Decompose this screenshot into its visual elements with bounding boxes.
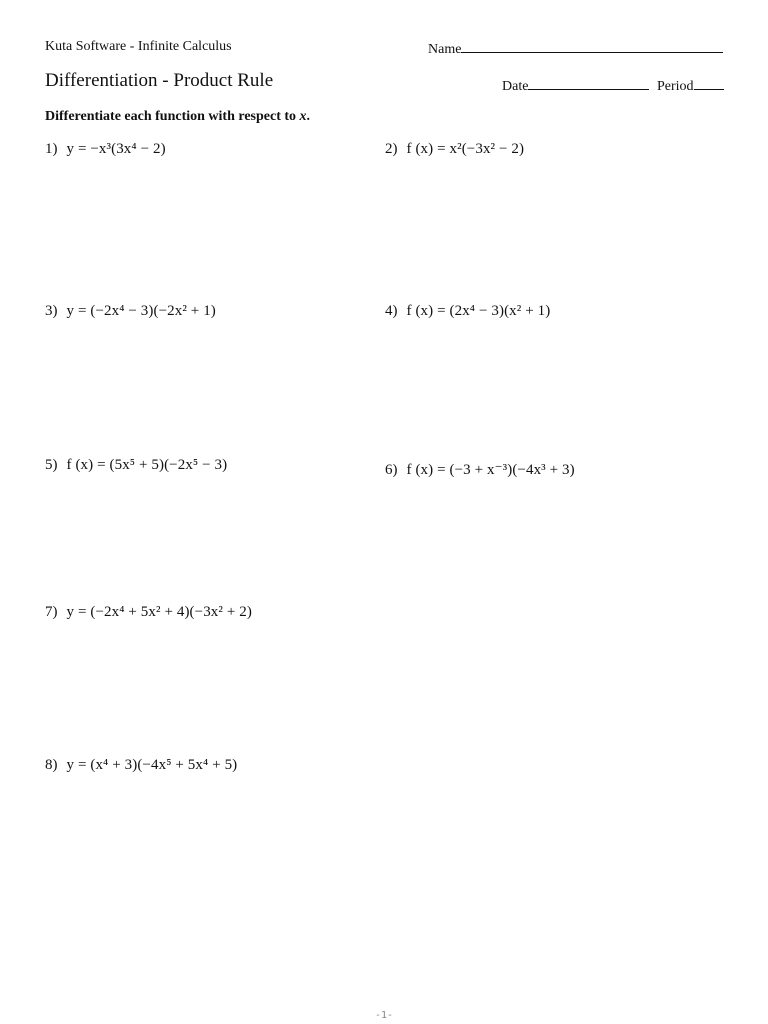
name-blank-line[interactable] bbox=[461, 39, 723, 53]
problem-1 bbox=[45, 141, 166, 158]
problem-number: 7) bbox=[45, 604, 58, 620]
problem-expression: y = (−2x⁴ + 5x² + 4)(−3x² + 2) bbox=[66, 604, 252, 620]
date-blank-line[interactable] bbox=[528, 76, 649, 90]
problem-expression: f (x) = (2x⁴ − 3)(x² + 1) bbox=[406, 303, 551, 319]
problem-expression: f (x) = (5x⁵ + 5)(−2x⁵ − 3) bbox=[66, 457, 228, 473]
problem-5 bbox=[45, 457, 227, 474]
problem-8 bbox=[45, 757, 237, 774]
problem-number: 3) bbox=[45, 303, 58, 319]
problem-7 bbox=[45, 604, 252, 621]
page-number: -1- bbox=[374, 1010, 394, 1021]
software-label: Kuta Software - Infinite Calculus bbox=[45, 39, 232, 54]
problem-expression: f (x) = x²(−3x² − 2) bbox=[406, 141, 525, 157]
instructions-end: . bbox=[306, 109, 311, 124]
worksheet-title: Differentiation - Product Rule bbox=[45, 70, 274, 91]
problem-expression: y = (x⁴ + 3)(−4x⁵ + 5x⁴ + 5) bbox=[66, 757, 238, 773]
problem-6 bbox=[385, 460, 575, 479]
period-label: Period bbox=[657, 79, 694, 94]
name-label: Name bbox=[428, 42, 462, 57]
problem-expression: y = (−2x⁴ − 3)(−2x² + 1) bbox=[66, 303, 216, 319]
problem-number: 8) bbox=[45, 757, 58, 773]
period-field[interactable] bbox=[657, 76, 724, 95]
date-label: Date bbox=[502, 79, 529, 94]
instructions bbox=[45, 109, 310, 125]
problem-3 bbox=[45, 303, 216, 320]
problem-number: 5) bbox=[45, 457, 58, 473]
problem-number: 4) bbox=[385, 303, 398, 319]
problem-expression: f (x) = (−3 + x⁻³)(−4x³ + 3) bbox=[406, 462, 575, 478]
name-field[interactable] bbox=[428, 39, 723, 58]
problem-2 bbox=[385, 141, 524, 158]
problem-4 bbox=[385, 303, 550, 320]
instructions-text: Differentiate each function with respect to bbox=[45, 109, 300, 124]
problem-expression: y = −x³(3x⁴ − 2) bbox=[66, 141, 166, 157]
problem-number: 1) bbox=[45, 141, 58, 157]
date-field[interactable] bbox=[502, 76, 649, 95]
period-blank-line[interactable] bbox=[694, 76, 724, 90]
problem-number: 2) bbox=[385, 141, 398, 157]
problem-number: 6) bbox=[385, 462, 398, 478]
instructions-variable: x bbox=[299, 109, 307, 124]
